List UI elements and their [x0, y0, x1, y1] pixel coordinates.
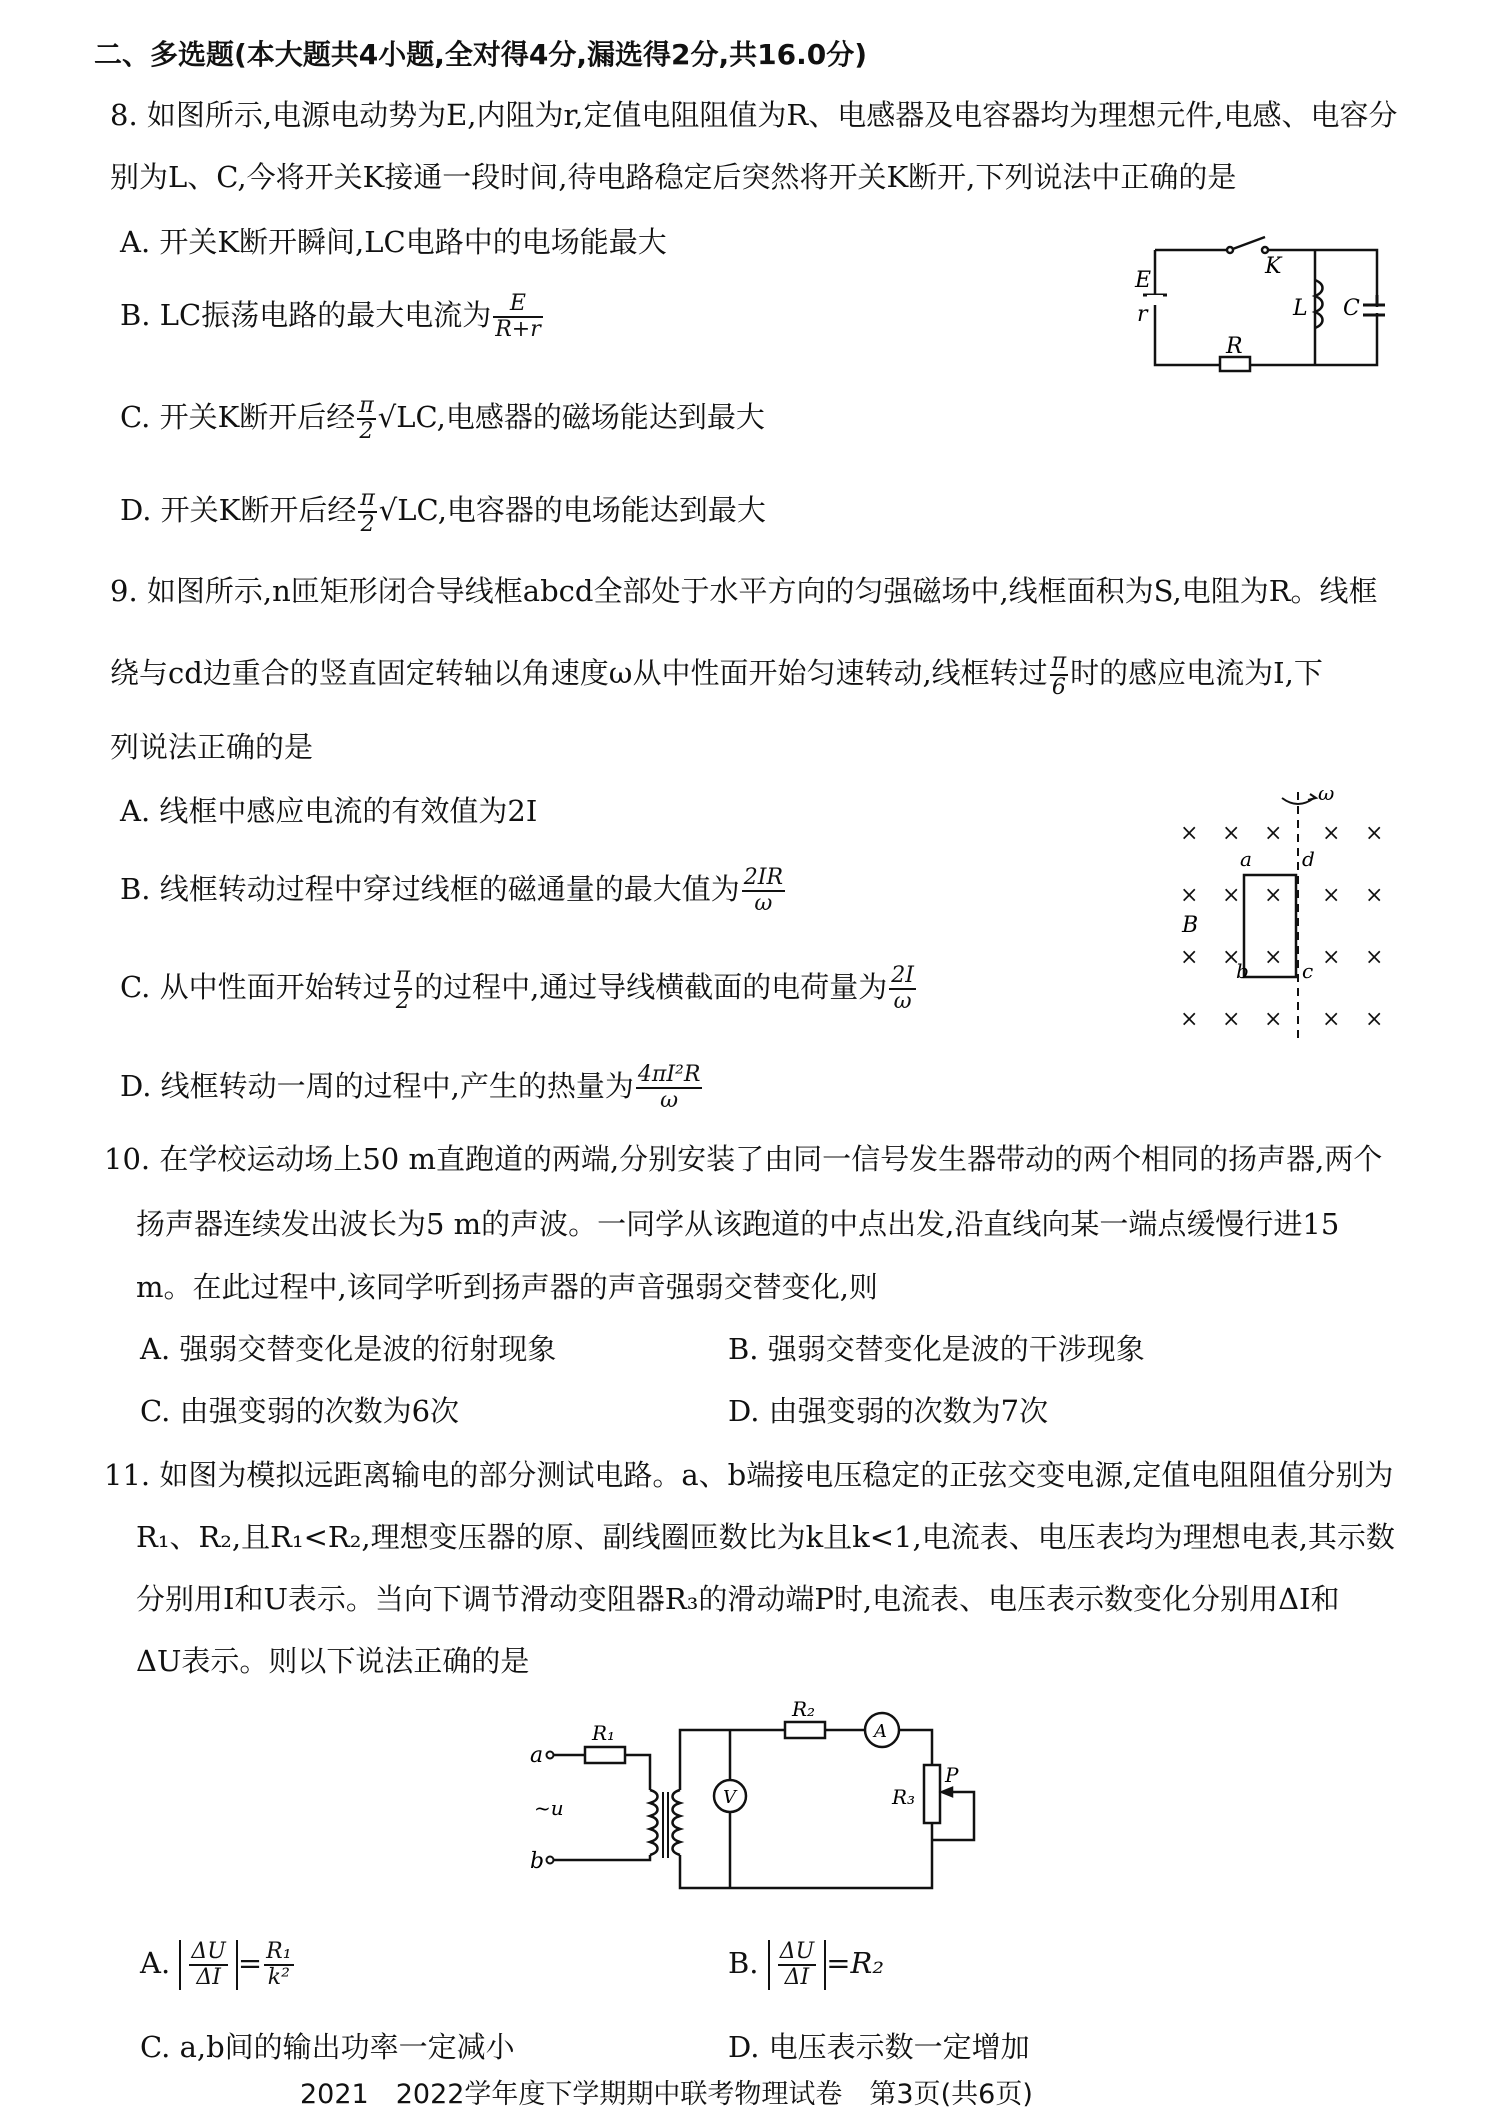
field-x: ×	[1264, 945, 1283, 970]
q11-a-num: ΔU	[191, 1939, 226, 1964]
field-x: ×	[1180, 1007, 1199, 1032]
q9-option-c-mid: 的过程中,通过导线横截面的电荷量为	[414, 970, 888, 1004]
field-x: ×	[1222, 1007, 1241, 1032]
q8-option-c-suffix: √LC,电感器的磁场能达到最大	[377, 400, 765, 434]
field-x: ×	[1322, 883, 1341, 908]
field-x: ×	[1264, 1007, 1283, 1032]
q11-a-den: ΔI	[196, 1965, 221, 1990]
q9-stem-line2-prefix: 绕与cd边重合的竖直固定转轴以角速度ω从中性面开始匀速转动,线框转过	[110, 656, 1048, 690]
q10-option-a: A. 强弱交替变化是波的衍射现象	[140, 1332, 557, 1366]
q11-a-abs	[179, 1940, 237, 1990]
q8-option-c-prefix: C. 开关K断开后经	[120, 400, 356, 434]
q9-stem-fraction	[1050, 650, 1068, 700]
q9-option-d-prefix: D. 线框转动一周的过程中,产生的热量为	[120, 1069, 634, 1103]
q9-c-charge-fraction	[889, 964, 916, 1014]
q9-c-angle-den: 2	[395, 989, 410, 1014]
section-header: 二、多选题(本大题共4小题,全对得4分,漏选得2分,共16.0分)	[94, 38, 868, 71]
field-x: ×	[1180, 821, 1199, 846]
q11-b-rhs: =R₂	[826, 1946, 884, 1980]
q9-c-angle-fraction	[394, 964, 412, 1014]
q9-stem-line2	[110, 650, 1323, 700]
q9-option-d	[120, 1063, 704, 1113]
q11-line4: ΔU表示。则以下说法正确的是	[136, 1644, 530, 1678]
q9-fig-a: a	[1240, 847, 1252, 871]
q10-option-c: C. 由强变弱的次数为6次	[140, 1394, 460, 1428]
q8-d-fraction	[358, 487, 376, 537]
q11-transformer-circuit-diagram	[520, 1700, 1020, 1900]
q8-fig-resistor-label: R	[1226, 334, 1243, 359]
q8-b-den: R+r	[495, 317, 541, 342]
q11-option-a	[140, 1940, 296, 1990]
q10-line1: 10. 在学校运动场上50 m直跑道的两端,分别安装了由同一信号发生器带动的两个相同的扬声器,两个	[104, 1142, 1383, 1176]
q9-option-b	[120, 866, 787, 916]
q11-a-eq: =	[237, 1946, 263, 1980]
q11-line2: R₁、R₂,且R₁<R₂,理想变压器的原、副线圈匝数比为k且k<1,电流表、电压表均为理想电表,其示数	[136, 1520, 1395, 1554]
q9-option-c-prefix: C. 从中性面开始转过	[120, 970, 392, 1004]
q10-line3: m。在此过程中,该同学听到扬声器的声音强弱交替变化,则	[136, 1270, 878, 1304]
page-footer: 2021 2022学年度下学期期中联考物理试卷 第3页(共6页)	[300, 2079, 1033, 2110]
q11-fig-p: P	[945, 1763, 959, 1787]
q8-stem-line1: 8. 如图所示,电源电动势为E,内阻为r,定值电阻阻值为R、电感器及电容器均为理想元件,电感、电容分	[110, 98, 1398, 132]
q9-b-num: 2IR	[743, 865, 784, 890]
q9-b-den: ω	[754, 891, 773, 916]
field-x: ×	[1365, 945, 1384, 970]
q11-b-abs	[768, 1940, 826, 1990]
q8-fig-e-label: E	[1135, 268, 1152, 293]
q11-b-num: ΔU	[779, 1939, 815, 1964]
field-x: ×	[1322, 945, 1341, 970]
q10-option-d: D. 由强变弱的次数为7次	[728, 1394, 1049, 1428]
field-x: ×	[1222, 883, 1241, 908]
q11-a-rden: k²	[267, 1965, 290, 1990]
q8-option-b	[120, 292, 545, 342]
q9-fig-omega: ω	[1318, 781, 1335, 805]
field-x: ×	[1365, 883, 1384, 908]
q8-d-two: 2	[360, 512, 375, 537]
q11-a-label: A.	[140, 1946, 171, 1980]
field-x: ×	[1365, 821, 1384, 846]
q11-fig-source: ~u	[534, 1796, 564, 1820]
q10-line2: 扬声器连续发出波长为5 m的声波。一同学从该跑道的中点出发,沿直线向某一端点缓慢行进15	[136, 1207, 1340, 1241]
q9-b-fraction	[742, 866, 785, 916]
q8-option-b-fraction	[493, 292, 543, 342]
q9-c-num: 2I	[891, 963, 914, 988]
q8-fig-c-label: C	[1343, 296, 1360, 321]
q8-c-fraction	[357, 394, 375, 444]
q9-c-den: ω	[893, 989, 912, 1014]
q9-d-num: 4πI²R	[637, 1062, 701, 1087]
q9-fig-b: b	[1236, 959, 1249, 983]
q8-stem-line2: 别为L、C,今将开关K接通一段时间,待电路稳定后突然将开关K断开,下列说法中正确的是	[110, 160, 1237, 194]
q8-c-two: 2	[359, 419, 374, 444]
q9-option-b-prefix: B. 线框转动过程中穿过线框的磁通量的最大值为	[120, 872, 740, 906]
q9-stem-line3: 列说法正确的是	[110, 730, 314, 764]
q11-fig-a: a	[530, 1743, 544, 1768]
q9-fig-field-b: B	[1182, 913, 1199, 938]
q11-line1: 11. 如图为模拟远距离输电的部分测试电路。a、b端接电压稳定的正弦交变电源,定值电阻阻值分别为	[104, 1458, 1394, 1492]
q11-b-den: ΔI	[784, 1965, 810, 1990]
field-x: ×	[1180, 883, 1199, 908]
q8-fig-k-label: K	[1265, 254, 1282, 279]
field-x: ×	[1322, 821, 1341, 846]
q8-option-c	[120, 394, 765, 444]
q11-option-c: C. a,b间的输出功率一定减小	[140, 2030, 515, 2064]
q8-fig-r-label: r	[1137, 302, 1148, 327]
q8-c-pi: π	[359, 393, 374, 418]
q8-option-b-prefix: B. LC振荡电路的最大电流为	[120, 298, 492, 332]
field-x: ×	[1264, 883, 1283, 908]
q11-option-d: D. 电压表示数一定增加	[728, 2030, 1030, 2064]
q9-fig-d: d	[1302, 847, 1315, 871]
q9-stem-line1: 9. 如图所示,n匝矩形闭合导线框abcd全部处于水平方向的匀强磁场中,线框面积为S,电阻为R。线框	[110, 574, 1378, 608]
q11-line3: 分别用I和U表示。当向下调节滑动变阻器R₃的滑动端P时,电流表、电压表示数变化分别用ΔI和	[136, 1582, 1340, 1616]
field-x: ×	[1365, 1007, 1384, 1032]
q11-a-rnum: R₁	[266, 1939, 292, 1964]
q9-stem-frac-den: 6	[1051, 675, 1066, 700]
q8-fig-l-label: L	[1293, 296, 1308, 321]
q11-a-rhs-fraction	[264, 1940, 293, 1990]
q9-d-den: ω	[660, 1088, 679, 1113]
q10-option-b: B. 强弱交替变化是波的干涉现象	[728, 1332, 1145, 1366]
field-x: ×	[1180, 945, 1199, 970]
q9-fig-c: c	[1302, 959, 1314, 983]
field-x: ×	[1222, 821, 1241, 846]
q11-fig-ammeter: A	[874, 1721, 887, 1742]
q11-fig-voltmeter: V	[723, 1787, 736, 1808]
q11-fig-b: b	[530, 1849, 545, 1874]
q8-b-num: E	[493, 292, 543, 318]
q8-option-d-suffix: √LC,电容器的电场能达到最大	[378, 493, 766, 527]
q11-a-fraction	[189, 1940, 227, 1990]
field-x: ×	[1222, 945, 1241, 970]
q9-option-c	[120, 964, 918, 1014]
q8-option-a: A. 开关K断开瞬间,LC电路中的电场能最大	[120, 225, 667, 259]
q8-d-pi: π	[360, 486, 375, 511]
q11-fig-r3: R₃	[892, 1785, 916, 1809]
q8-option-d	[120, 487, 766, 537]
field-x: ×	[1322, 1007, 1341, 1032]
q9-option-a: A. 线框中感应电流的有效值为2I	[120, 794, 538, 828]
q8-lc-circuit-diagram	[1125, 225, 1385, 385]
q9-c-angle-num: π	[395, 963, 411, 988]
q11-b-label: B.	[728, 1946, 759, 1980]
q9-stem-frac-num: π	[1051, 649, 1067, 674]
q11-fig-r2: R₂	[792, 1700, 816, 1721]
q11-b-fraction	[778, 1940, 816, 1990]
q11-option-b	[728, 1940, 884, 1990]
q8-option-d-prefix: D. 开关K断开后经	[120, 493, 357, 527]
field-x: ×	[1264, 821, 1283, 846]
q9-d-fraction	[636, 1063, 703, 1113]
q9-coil-in-field-diagram	[1170, 780, 1400, 1040]
q9-stem-line2-suffix: 时的感应电流为I,下	[1070, 656, 1323, 690]
q11-fig-r1: R₁	[592, 1721, 616, 1745]
